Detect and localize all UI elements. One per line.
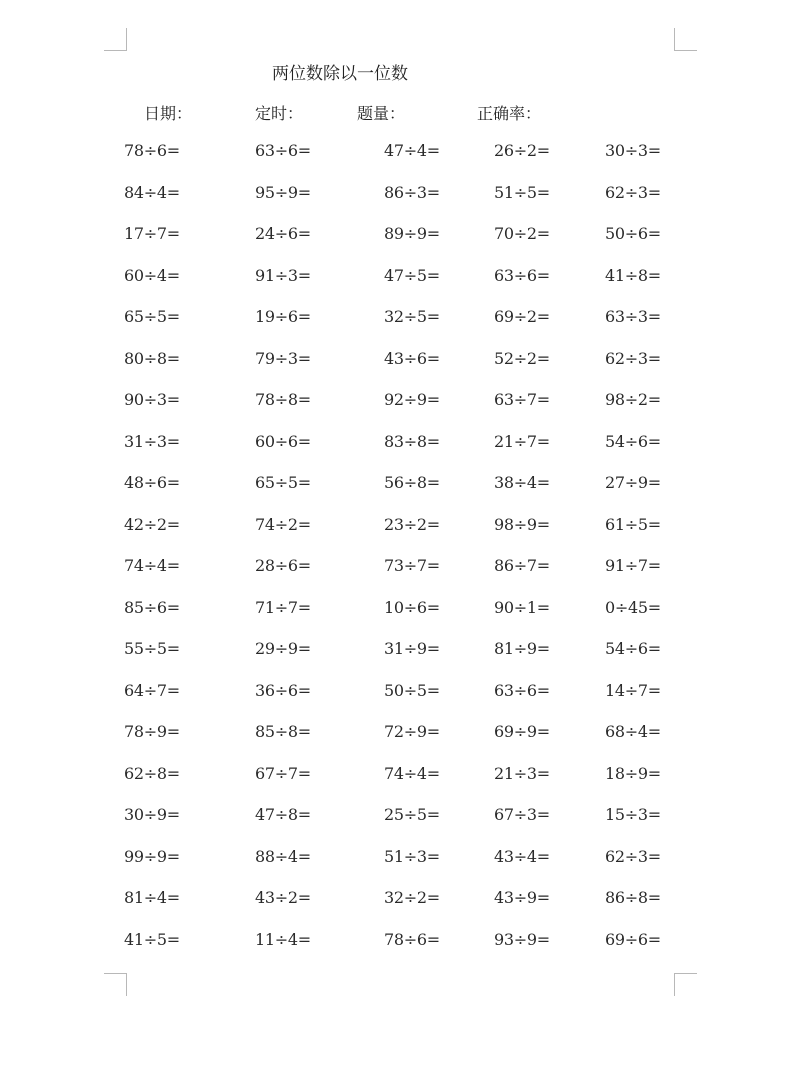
problem-row (0, 307, 800, 349)
problem-row (0, 639, 800, 681)
division-problem: 89÷9= (384, 224, 440, 243)
division-problem: 41÷5= (124, 929, 180, 949)
division-problem: 47÷4= (384, 141, 440, 160)
division-problem: 63÷6= (494, 265, 550, 285)
time-limit-field-label: 定时： (255, 104, 304, 123)
division-problem: 63÷6= (255, 141, 311, 160)
division-problem: 32÷2= (384, 888, 440, 907)
division-problem: 74÷4= (124, 556, 180, 575)
division-problem: 31÷9= (384, 639, 440, 658)
division-problem: 90÷3= (124, 390, 180, 409)
division-problem: 63÷7= (494, 390, 550, 409)
division-problem: 84÷4= (124, 182, 180, 202)
division-problem: 30÷9= (124, 805, 180, 824)
division-problem: 47÷8= (255, 805, 311, 824)
problem-row (0, 556, 800, 598)
division-problem: 81÷4= (124, 888, 180, 907)
division-problem: 90÷1= (494, 597, 550, 617)
division-problem: 93÷9= (494, 929, 550, 949)
page-corner-mark-top-left (104, 28, 127, 51)
division-problem: 23÷2= (384, 514, 440, 534)
division-problem: 63÷6= (494, 680, 550, 700)
division-problem: 11÷4= (255, 929, 311, 949)
problem-row (0, 473, 800, 515)
division-problem: 73÷7= (384, 556, 440, 575)
problem-row (0, 764, 800, 806)
division-problem: 55÷5= (124, 639, 180, 658)
division-problem: 69÷6= (605, 929, 661, 949)
division-problem: 54÷6= (605, 431, 661, 451)
worksheet-title: 两位数除以一位数 (272, 64, 408, 84)
division-problem: 61÷5= (605, 514, 661, 534)
division-problem: 62÷3= (605, 182, 661, 202)
division-problem: 14÷7= (605, 680, 661, 700)
division-problem: 88÷4= (255, 846, 311, 866)
division-problem: 38÷4= (494, 473, 550, 492)
division-problem: 36÷6= (255, 680, 311, 700)
problem-row (0, 930, 800, 972)
division-problem: 62÷3= (605, 846, 661, 866)
division-problem: 10÷6= (384, 597, 440, 617)
division-problem: 21÷7= (494, 431, 550, 451)
problem-row (0, 266, 800, 308)
division-problem: 71÷7= (255, 597, 311, 617)
division-problem: 65÷5= (255, 473, 311, 492)
division-problem: 99÷9= (124, 846, 180, 866)
division-problem: 81÷9= (494, 639, 550, 658)
problem-row (0, 847, 800, 889)
division-problem: 26÷2= (494, 141, 550, 160)
division-problem: 62÷8= (124, 763, 180, 783)
division-problem: 64÷7= (124, 680, 180, 700)
division-problem: 21÷3= (494, 763, 550, 783)
problem-row (0, 183, 800, 225)
division-problem: 98÷2= (605, 390, 661, 409)
problem-row (0, 390, 800, 432)
division-problem: 27÷9= (605, 473, 661, 492)
problem-row (0, 681, 800, 723)
division-problem: 60÷6= (255, 431, 311, 451)
division-problem: 78÷6= (384, 929, 440, 949)
division-problem: 85÷8= (255, 722, 311, 741)
division-problem: 29÷9= (255, 639, 311, 658)
division-problem: 43÷6= (384, 348, 440, 368)
worksheet-header-fields (0, 101, 800, 125)
division-problem: 52÷2= (494, 348, 550, 368)
division-problem: 63÷3= (605, 307, 661, 326)
division-problem: 85÷6= (124, 597, 180, 617)
page-corner-mark-bottom-right (674, 973, 697, 996)
division-problem: 79÷3= (255, 348, 311, 368)
division-problem: 62÷3= (605, 348, 661, 368)
division-problem: 17÷7= (124, 224, 180, 243)
division-problem: 86÷3= (384, 182, 440, 202)
division-problem: 51÷3= (384, 846, 440, 866)
division-problem: 67÷7= (255, 763, 311, 783)
problem-row (0, 598, 800, 640)
problem-row (0, 141, 800, 183)
division-problem: 69÷9= (494, 722, 550, 741)
division-problem: 69÷2= (494, 307, 550, 326)
problem-row (0, 722, 800, 764)
division-problem: 54÷6= (605, 639, 661, 658)
problem-grid (0, 141, 800, 971)
problem-row (0, 432, 800, 474)
division-problem: 24÷6= (255, 224, 311, 243)
division-problem: 47÷5= (384, 265, 440, 285)
division-problem: 70÷2= (494, 224, 550, 243)
division-problem: 86÷7= (494, 556, 550, 575)
division-problem: 68÷4= (605, 722, 661, 741)
division-problem: 92÷9= (384, 390, 440, 409)
division-problem: 74÷4= (384, 763, 440, 783)
division-problem: 78÷6= (124, 141, 180, 160)
division-problem: 91÷7= (605, 556, 661, 575)
division-problem: 43÷9= (494, 888, 550, 907)
division-problem: 60÷4= (124, 265, 180, 285)
division-problem: 15÷3= (605, 805, 661, 824)
division-problem: 18÷9= (605, 763, 661, 783)
division-problem: 0÷45= (605, 597, 661, 617)
division-problem: 95÷9= (255, 182, 311, 202)
division-problem: 72÷9= (384, 722, 440, 741)
problem-row (0, 349, 800, 391)
division-problem: 80÷8= (124, 348, 180, 368)
division-problem: 31÷3= (124, 431, 180, 451)
division-problem: 48÷6= (124, 473, 180, 492)
problem-row (0, 888, 800, 930)
problem-row (0, 224, 800, 266)
division-problem: 91÷3= (255, 265, 311, 285)
division-problem: 78÷8= (255, 390, 311, 409)
division-problem: 50÷5= (384, 680, 440, 700)
division-problem: 86÷8= (605, 888, 661, 907)
division-problem: 78÷9= (124, 722, 180, 741)
division-problem: 65÷5= (124, 307, 180, 326)
problem-row (0, 805, 800, 847)
division-problem: 67÷3= (494, 805, 550, 824)
division-problem: 83÷8= (384, 431, 440, 451)
division-problem: 41÷8= (605, 265, 661, 285)
date-field-label: 日期： (144, 104, 193, 123)
division-problem: 56÷8= (384, 473, 440, 492)
division-problem: 50÷6= (605, 224, 661, 243)
division-problem: 28÷6= (255, 556, 311, 575)
problem-row (0, 515, 800, 557)
division-problem: 30÷3= (605, 141, 661, 160)
accuracy-field-label: 正确率： (477, 104, 542, 123)
division-problem: 19÷6= (255, 307, 311, 326)
division-problem: 74÷2= (255, 514, 311, 534)
page-corner-mark-top-right (674, 28, 697, 51)
division-problem: 42÷2= (124, 514, 180, 534)
division-problem: 51÷5= (494, 182, 550, 202)
division-problem: 43÷4= (494, 846, 550, 866)
division-problem: 25÷5= (384, 805, 440, 824)
question-count-field-label: 题量： (357, 104, 406, 123)
page-corner-mark-bottom-left (104, 973, 127, 996)
division-problem: 43÷2= (255, 888, 311, 907)
division-problem: 32÷5= (384, 307, 440, 326)
division-problem: 98÷9= (494, 514, 550, 534)
